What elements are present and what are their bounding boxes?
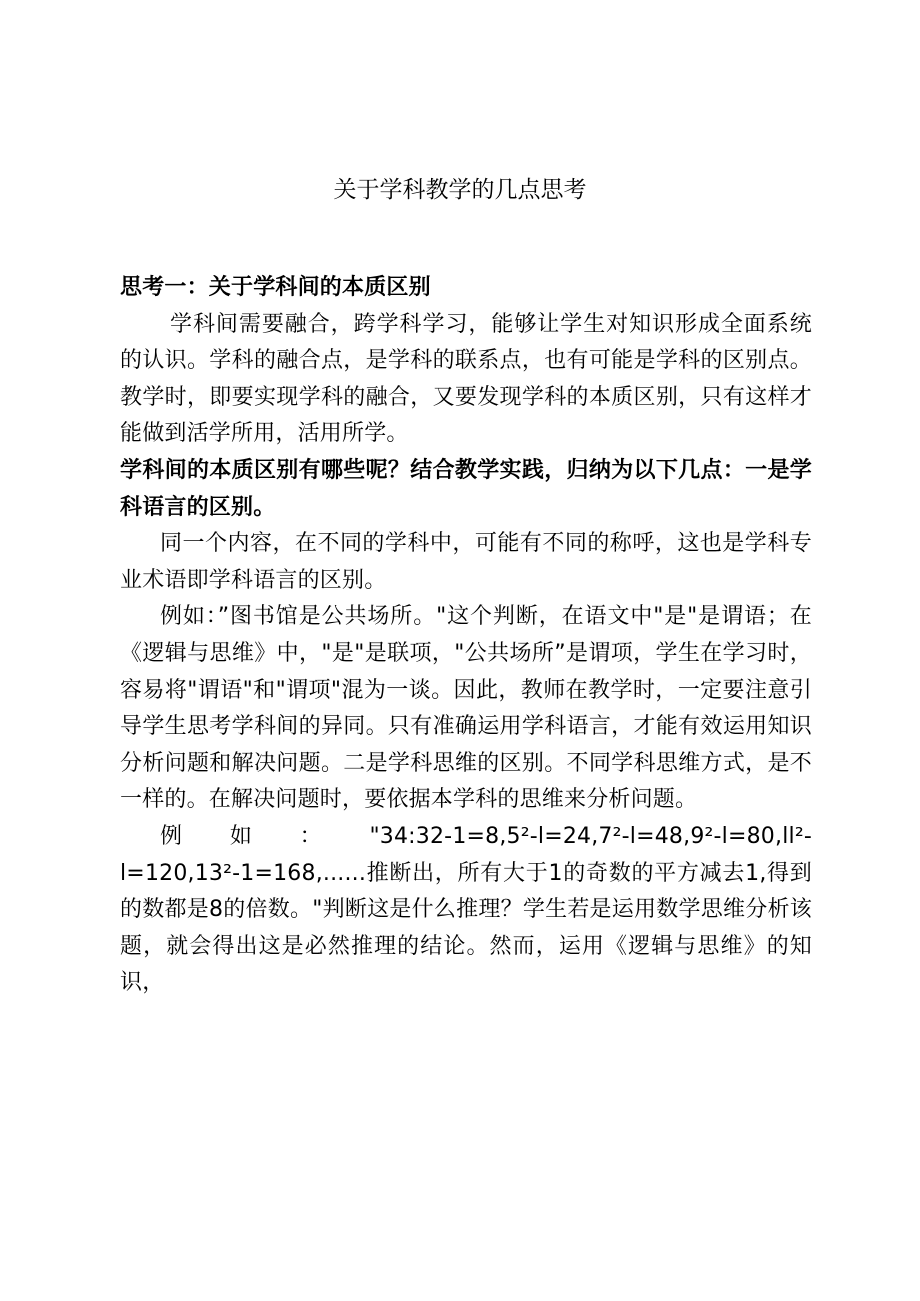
section-heading: 思考一：关于学科间的本质区别 [120,275,431,300]
paragraph-intro: 学科间需要融合，跨学科学习，能够让学生对知识形成全面系统的认识。学科的融合点，是学科的联系点，也有可能是学科的区别点。教学时，即要实现学科的融合，又要发现学科的本质区别，只有这样才能做到活学所用，活用所学。 [120,311,812,447]
paragraph-question: 学科间的本质区别有哪些呢？结合教学实践，归纳为以下几点：一是学科语言的区别。 [120,457,812,520]
document-body [120,270,812,1002]
paragraph-example-math: 例如："34:32-1=8,5²-l=24,7²-l=48,9²-l=80,ll²-l=120,13²-1=168,......推断出，所有大于1的奇数的平方减去1,得到的数都是8的倍数。"判断这是什么推理？学生若是运用数学思维分析该题，就会得出这是必然推理的结论。然而，运用《逻辑与思维》的知识， [120,823,812,996]
paragraph-language: 同一个内容，在不同的学科中，可能有不同的称呼，这也是学科专业术语即学科语言的区别。 [120,531,812,593]
document-title: 关于学科教学的几点思考 [333,177,587,203]
paragraph-example-library: 例如：”图书馆是公共场所。"这个判断，在语文中"是"是谓语；在《逻辑与思维》中，"是"是联项，"公共场所”是谓项，学生在学习时，容易将"谓语"和"谓项"混为一谈。因此，教师在教学时，一定要注意引导学生思考学科间的异同。只有准确运用学科语言，才能有效运用知识分析问题和解决问题。二是学科思维的区别。不同学科思维方式，是不一样的。在解决问题时，要依据本学科的思维来分析问题。 [120,604,812,813]
